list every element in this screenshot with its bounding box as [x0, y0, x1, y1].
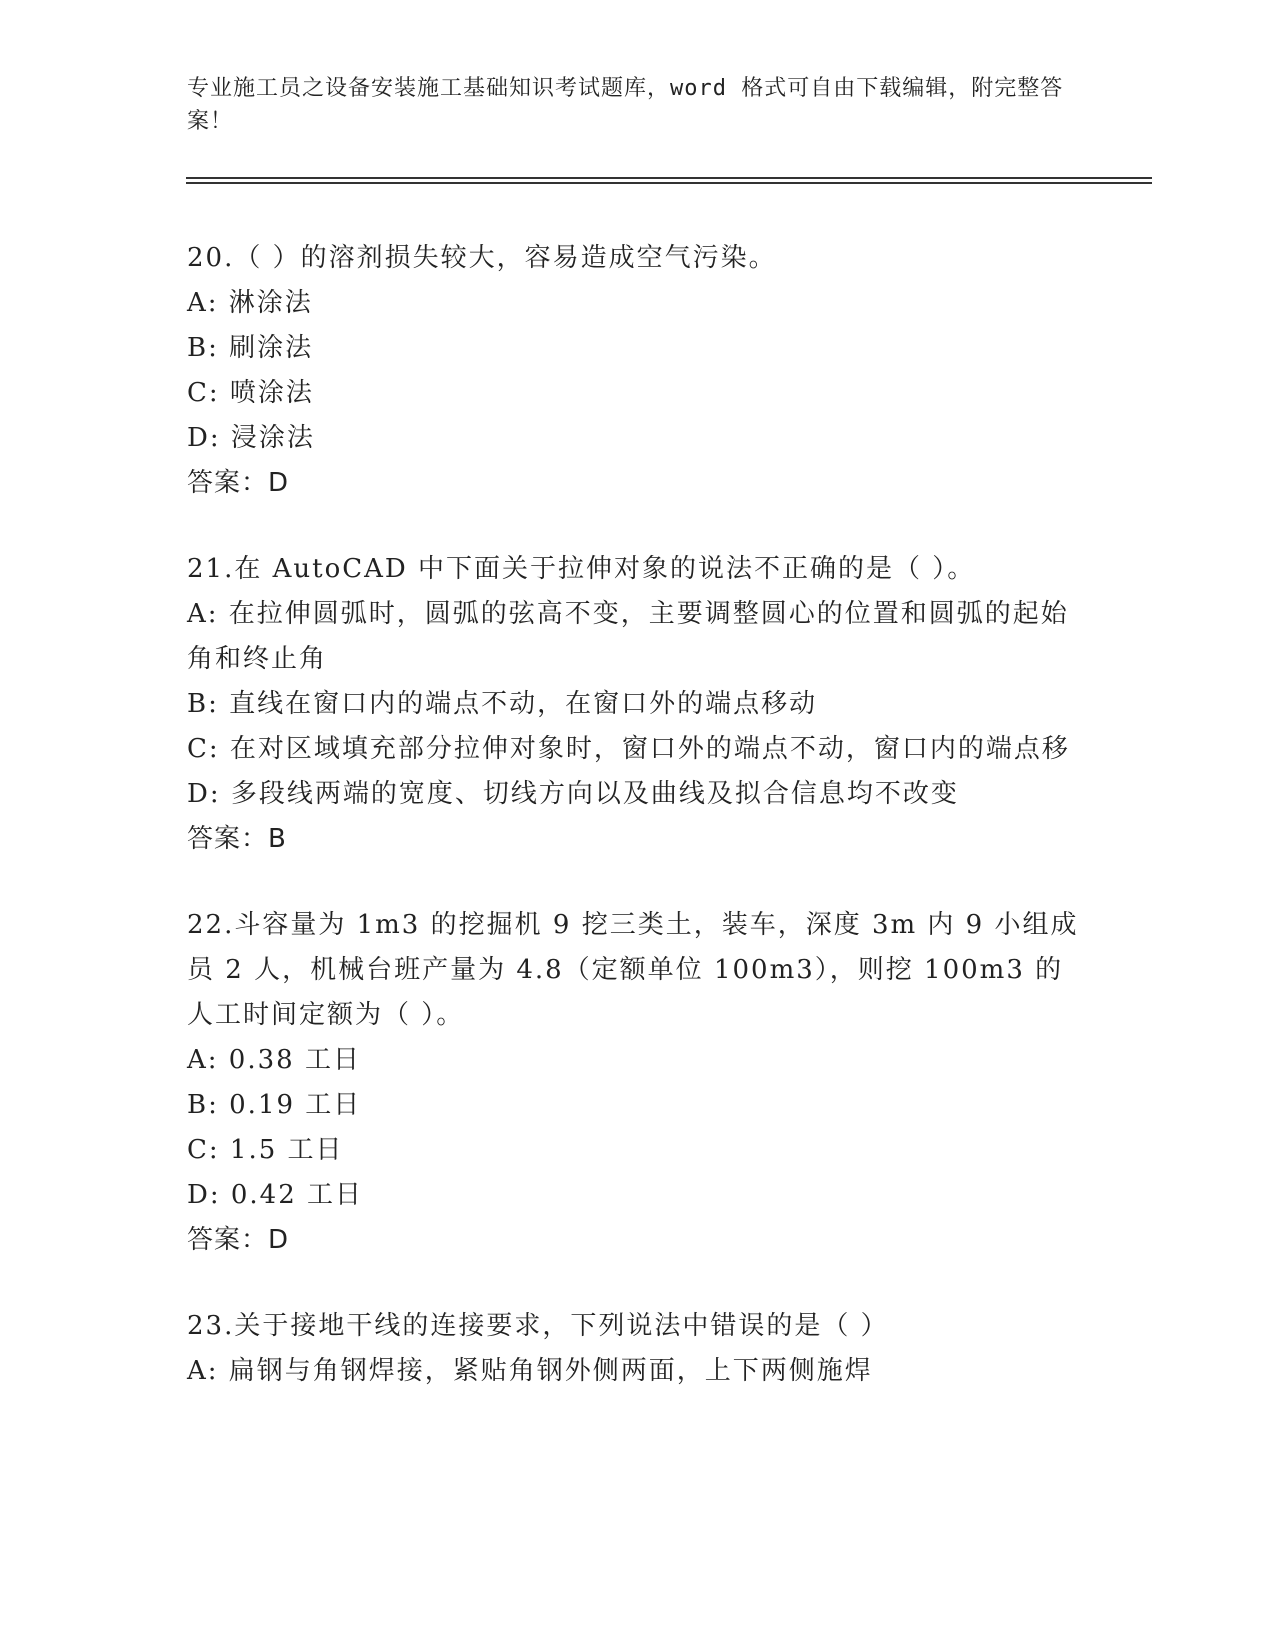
header-rule-top [186, 177, 1152, 179]
header-rule-bottom [186, 182, 1152, 184]
question-stem: 22.斗容量为 1m3 的挖掘机 9 挖三类土，装车，深度 3m 内 9 小组成员 2 人，机械台班产量为 4.8（定额单位 100m3），则挖 100m3 的人工时间定额为（ ）。 [187, 910, 1079, 1030]
option-c: C: 喷涂法 [187, 378, 314, 408]
option-a: A: 淋涂法 [187, 288, 313, 318]
option-d: D: 多段线两端的宽度、切线方向以及曲线及拟合信息均不改变 [187, 779, 959, 809]
answer: 答案：B [187, 824, 287, 854]
question-stem: 23.关于接地干线的连接要求，下列说法中错误的是（ ） [187, 1311, 889, 1341]
option-b: B: 0.19 工日 [187, 1090, 362, 1120]
option-a: A: 在拉伸圆弧时，圆弧的弦高不变，主要调整圆心的位置和圆弧的起始角和终止角 [187, 599, 1069, 674]
option-d: D: 浸涂法 [187, 423, 315, 453]
option-d: D: 0.42 工日 [187, 1180, 364, 1210]
answer: 答案：D [187, 468, 290, 498]
option-a: A: 扁钢与角钢焊接，紧贴角钢外侧两面，上下两侧施焊 [187, 1356, 873, 1386]
option-a: A: 0.38 工日 [187, 1045, 361, 1075]
question-22 [187, 903, 1087, 1263]
question-21 [187, 547, 1087, 862]
option-c: C: 在对区域填充部分拉伸对象时，窗口外的端点不动，窗口内的端点移 [187, 734, 1070, 764]
question-list [187, 236, 1087, 1435]
document-header: 专业施工员之设备安装施工基础知识考试题库，word 格式可自由下载编辑，附完整答案！ [187, 76, 1064, 134]
question-23 [187, 1304, 1087, 1394]
option-b: B: 直线在窗口内的端点不动，在窗口外的端点移动 [187, 689, 818, 719]
answer: 答案：D [187, 1225, 290, 1255]
option-b: B: 刷涂法 [187, 333, 314, 363]
question-20 [187, 236, 1087, 506]
question-stem: 20.（ ）的溶剂损失较大，容易造成空气污染。 [187, 243, 777, 273]
question-stem: 21.在 AutoCAD 中下面关于拉伸对象的说法不正确的是（ ）。 [187, 554, 976, 584]
option-c: C: 1.5 工日 [187, 1135, 344, 1165]
